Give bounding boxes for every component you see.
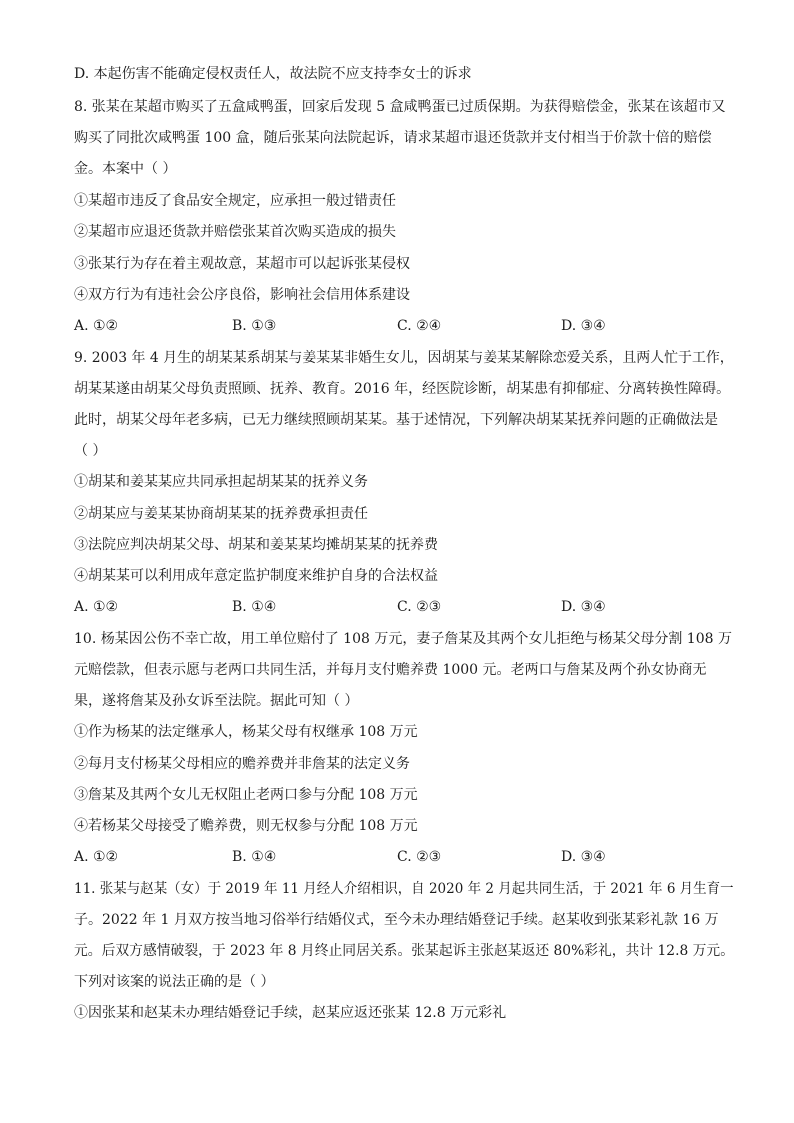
q11-statement: ①因张某和赵某未办理结婚登记手续，赵某应返还张某 12.8 万元彩礼 (74, 1005, 507, 1021)
q9-option-c[interactable]: C. ②③ (397, 599, 442, 615)
q10-option-b[interactable]: B. ①④ (232, 849, 277, 865)
q8-option-c[interactable]: C. ②④ (397, 318, 442, 334)
q9-options (74, 598, 734, 616)
q10-stem-line: 10. 杨某因公伤不幸亡故，用工单位赔付了 108 万元，妻子詹某及其两个女儿拒绝与杨某父母分割 108 万 (74, 631, 732, 647)
q9-stem-line: 胡某某遂由胡某父母负责照顾、抚养、教育。2016 年，经医院诊断，胡某患有抑郁症、分离转换性障碍。 (74, 381, 731, 397)
q10-option-c[interactable]: C. ②③ (397, 849, 442, 865)
q9-stem-line: 此时，胡某父母年老多病，已无力继续照顾胡某某。基于述情况，下列解决胡某某抚养问题的正确做法是 (74, 412, 718, 428)
q9-stem-line: （ ） (74, 443, 107, 459)
q7-option-d: D. 本起伤害不能确定侵权责任人，故法院不应支持李女士的诉求 (74, 66, 472, 82)
q10-option-d[interactable]: D. ③④ (561, 849, 606, 865)
q8-stem-line: 购买了同批次咸鸭蛋 100 盒，随后张某向法院起诉，请求某超市退还货款并支付相当于价款十倍的赔偿 (74, 130, 712, 146)
q8-statement: ④双方行为有违社会公序良俗，影响社会信用体系建设 (74, 287, 410, 303)
q8-option-a[interactable]: A. ①② (74, 318, 119, 334)
q10-stem-line: 元赔偿款，但表示愿与老两口共同生活，并每月支付赡养费 1000 元。老两口与詹某及两个孙女协商无 (74, 662, 707, 678)
q10-stem-line: 果，遂将詹某及孙女诉至法院。据此可知（ ） (74, 693, 359, 709)
q11-stem-line: 元。后双方感情破裂，于 2023 年 8 月终止同居关系。张某起诉主张赵某返还 80%彩礼，共计 12.8 万元。 (74, 943, 735, 959)
q10-statement: ③詹某及其两个女儿无权阻止老两口参与分配 108 万元 (74, 787, 418, 803)
q9-option-a[interactable]: A. ①② (74, 599, 119, 615)
q10-statement: ④若杨某父母接受了赡养费，则无权参与分配 108 万元 (74, 818, 418, 834)
q10-statement: ②每月支付杨某父母相应的赡养费并非詹某的法定义务 (74, 756, 410, 772)
q9-statement: ④胡某某可以利用成年意定监护制度来维护自身的合法权益 (74, 568, 438, 584)
q8-option-b[interactable]: B. ①③ (232, 318, 277, 334)
q10-statement: ①作为杨某的法定继承人，杨某父母有权继承 108 万元 (74, 724, 418, 740)
q8-statement: ③张某行为存在着主观故意，某超市可以起诉张某侵权 (74, 256, 410, 272)
q8-stem-line: 8. 张某在某超市购买了五盒咸鸭蛋，回家后发现 5 盒咸鸭蛋已过质保期。为获得赔偿金，张某在该超市又 (74, 99, 726, 115)
q9-statement: ③法院应判决胡某父母、胡某和姜某某均摊胡某某的抚养费 (74, 537, 438, 553)
q9-statement: ①胡某和姜某某应共同承担起胡某某的抚养义务 (74, 474, 368, 490)
q8-statement: ②某超市应退还货款并赔偿张某首次购买造成的损失 (74, 224, 396, 240)
q8-option-d[interactable]: D. ③④ (561, 318, 606, 334)
q10-option-a[interactable]: A. ①② (74, 849, 119, 865)
q8-options (74, 317, 734, 335)
q9-statement: ②胡某应与姜某某协商胡某某的抚养费承担责任 (74, 506, 368, 522)
q9-stem-line: 9. 2003 年 4 月生的胡某某系胡某与姜某某非婚生女儿，因胡某与姜某某解除恋爱关系，且两人忙于工作， (74, 350, 734, 366)
q9-option-b[interactable]: B. ①④ (232, 599, 277, 615)
q10-options (74, 848, 734, 866)
q8-statement: ①某超市违反了食品安全规定，应承担一般过错责任 (74, 193, 396, 209)
q9-option-d[interactable]: D. ③④ (561, 599, 606, 615)
q11-stem-line: 11. 张某与赵某（女）于 2019 年 11 月经人介绍相识，自 2020 年 2 月起共同生活，于 2021 年 6 月生育一 (74, 881, 734, 897)
q8-stem-line: 金。本案中（ ） (74, 161, 177, 177)
q11-stem-line: 子。2022 年 1 月双方按当地习俗举行结婚仪式，至今未办理结婚登记手续。赵某收到张某彩礼款 16 万 (74, 912, 719, 928)
q11-stem-line: 下列对该案的说法正确的是（ ） (74, 974, 275, 990)
